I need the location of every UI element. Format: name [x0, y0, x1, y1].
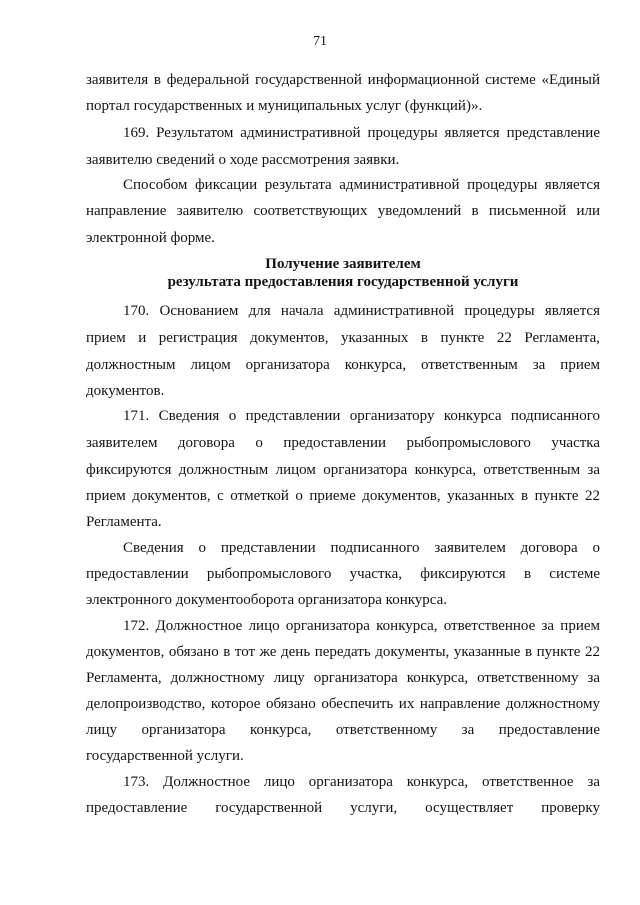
text-line: электронного документооборота организатора конкурса.	[86, 592, 448, 608]
text-line: лицу организатора конкурса, ответственному за предоставление	[86, 722, 600, 738]
paragraph-172-start: 172. Должностное лицо организатора конкурса, ответственное за прием	[123, 618, 600, 634]
paragraph-169-start: 169. Результатом административной процедуры является представление	[123, 125, 600, 141]
paragraph-171-start: 171. Сведения о представлении организатору конкурса подписанного	[123, 408, 600, 424]
text-line: Способом фиксации результата административной процедуры является	[123, 177, 600, 193]
text-line: заявителя в федеральной государственной информационной системе «Единый	[86, 72, 600, 88]
text-line: электронной форме.	[86, 230, 215, 246]
text-line: документов, обязано в тот же день передать документы, указанные в пункте 22	[86, 644, 600, 660]
text-line: направление заявителю соответствующих уведомлений в письменной или	[86, 203, 600, 219]
page-number: 71	[313, 34, 327, 49]
text-line: прием документов, с отметкой о приеме документов, указанных в пункте 22	[86, 488, 600, 504]
text-line: прием и регистрация документов, указанных в пункте 22 Регламента,	[86, 330, 600, 346]
text-line: Сведения о представлении подписанного заявителем договора о	[123, 540, 600, 556]
text-line: предоставлении рыбопромыслового участка, фиксируются в системе	[86, 566, 600, 582]
paragraph-173-start: 173. Должностное лицо организатора конкурса, ответственное за	[123, 774, 600, 790]
text-line: Регламента.	[86, 514, 162, 530]
text-line: делопроизводство, которое обязано обеспечить их направление должностному	[86, 696, 600, 712]
paragraph-170-start: 170. Основанием для начала административной процедуры является	[123, 303, 600, 319]
text-line: заявителю сведений о ходе рассмотрения заявки.	[86, 152, 400, 168]
text-line: фиксируются должностным лицом организатора конкурса, ответственным за	[86, 462, 600, 478]
text-line: должностным лицом организатора конкурса, ответственным за прием	[86, 357, 600, 373]
text-line: предоставление государственной услуги, осуществляет проверку	[86, 800, 600, 816]
text-line: Регламента, должностному лицу организатора конкурса, ответственному за	[86, 670, 600, 686]
text-line: документов.	[86, 383, 165, 399]
text-line: государственной услуги.	[86, 748, 244, 764]
section-heading-line-2: результата предоставления государственной услуги	[167, 274, 519, 290]
text-line: портал государственных и муниципальных услуг (функций)».	[86, 98, 483, 114]
text-line: заявителем договора о предоставлении рыбопромыслового участка	[86, 435, 600, 451]
section-heading-line-1: Получение заявителем	[265, 256, 421, 272]
